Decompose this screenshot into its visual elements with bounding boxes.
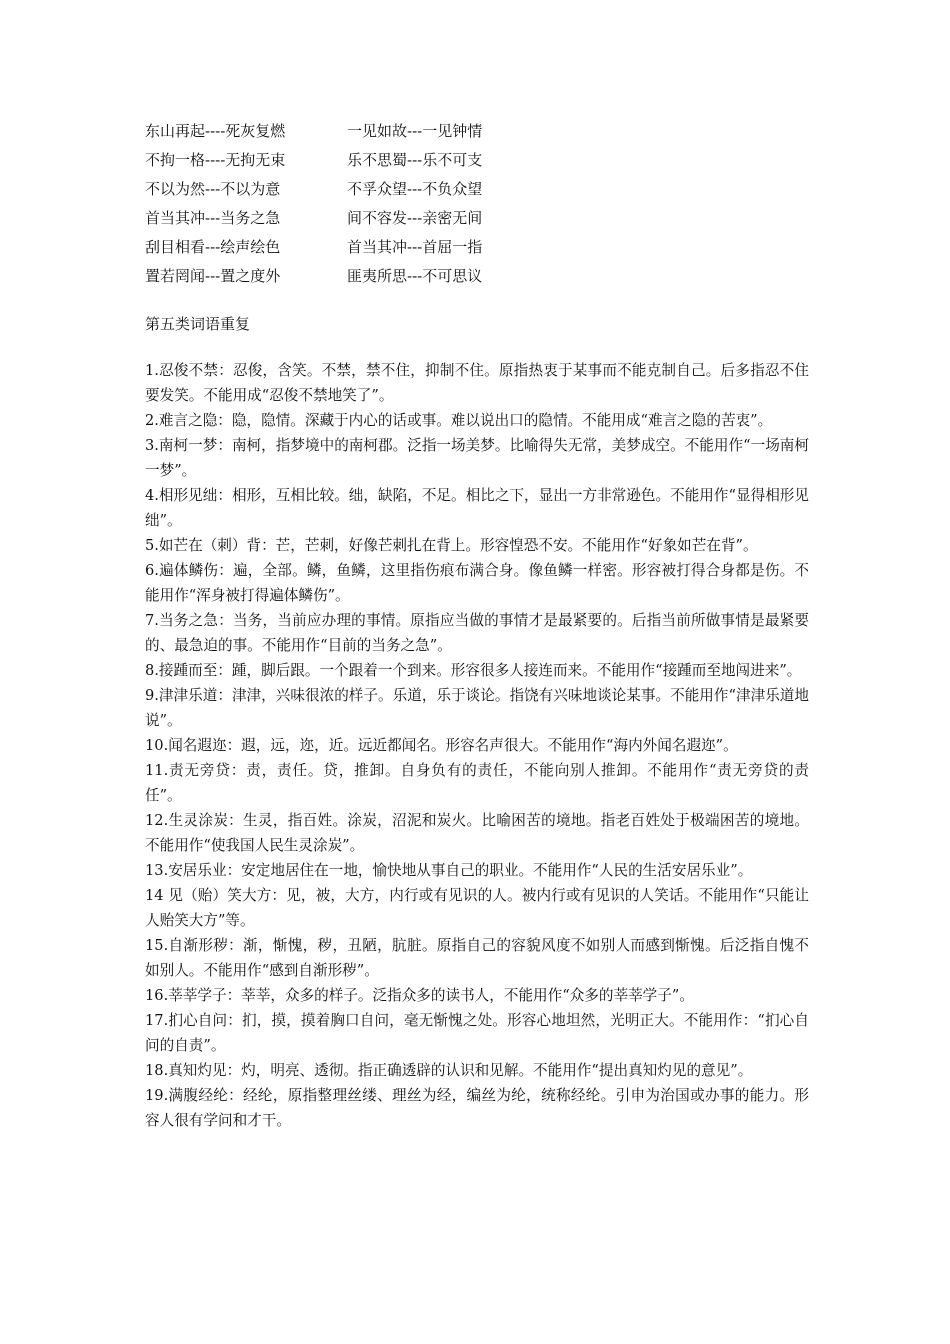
idiom-entry: 17.扪心自问：扪，摸，摸着胸口自问，毫无惭愧之处。形容心地坦然，光明正大。不能用作：“扪心自问的自责”。 [145, 1012, 809, 1054]
section-title: 第五类词语重复 [145, 315, 251, 333]
idiom-entry: 5.如芒在（刺）背：芒，芒刺，好像芒刺扎在背上。形容惶恐不安。不能用作“好象如芒在背”。 [145, 537, 758, 554]
idiom-entry: 11.责无旁贷：责，责任。贷，推卸。自身负有的责任，不能向别人推卸。不能用作“责无旁贷的责任”。 [145, 762, 809, 804]
idiom-pair-left: 不拘一格----无拘无束 [145, 151, 286, 169]
idiom-pair-row [145, 179, 565, 208]
idiom-entry: 3.南柯一梦：南柯，指梦境中的南柯郡。泛指一场美梦。比喻得失无常，美梦成空。不能用作“一场南柯一梦”。 [145, 437, 809, 479]
idiom-entry: 12.生灵涂炭：生灵，指百姓。涂炭，沼泥和炭火。比喻困苦的境地。指老百姓处于极端困苦的境地。不能用作“使我国人民生灵涂炭”。 [145, 812, 809, 854]
idiom-entry: 9.津津乐道：津津，兴味很浓的样子。乐道，乐于谈论。指饶有兴味地谈论某事。不能用作“津津乐道地说”。 [145, 687, 809, 729]
idiom-pair-left: 首当其冲---当务之急 [145, 209, 281, 227]
idiom-pair-row [145, 150, 565, 179]
idiom-pair-left: 置若罔闻---置之度外 [145, 267, 281, 285]
idiom-pair-right: 不孚众望---不负众望 [347, 180, 483, 198]
idiom-entry: 4.相形见绌：相形，互相比较。绌，缺陷，不足。相比之下，显出一方非常逊色。不能用作“显得相形见绌”。 [145, 487, 809, 529]
idiom-entry: 16.莘莘学子：莘莘，众多的样子。泛指众多的读书人，不能用作“众多的莘莘学子”。 [145, 987, 694, 1004]
idiom-entry: 13.安居乐业：安定地居住在一地，愉快地从事自己的职业。不能用作“人民的生活安居乐业”。 [145, 862, 753, 879]
idiom-entry: 19.满腹经纶：经纶，原指整理丝缕、理丝为经，编丝为纶，统称经纶。引申为治国或办事的能力。形容人很有学问和才干。 [145, 1087, 809, 1129]
idiom-entry: 8.接踵而至：踵，脚后跟。一个跟着一个到来。形容很多人接连而来。不能用作“接踵而至地闯进来”。 [145, 662, 802, 679]
idiom-pair-left: 不以为然---不以为意 [145, 180, 281, 198]
idiom-pair-right: 首当其冲---首屈一指 [347, 238, 483, 256]
idiom-entry: 2.难言之隐：隐，隐情。深藏于内心的话或事。难以说出口的隐情。不能用成“难言之隐的苦衷”。 [145, 412, 773, 429]
idiom-pair-right: 乐不思蜀---乐不可支 [347, 151, 483, 169]
idiom-entry: 7.当务之急：当务，当前应办理的事情。原指应当做的事情才是最紧要的。后指当前所做事情是最紧要的、最急迫的事。不能用作“目前的当务之急”。 [145, 612, 809, 654]
idiom-entry: 1.忍俊不禁：忍俊，含笑。不禁，禁不住，抑制不住。原指热衷于某事而不能克制自己。后多指忍不住要发笑。不能用成“忍俊不禁地笑了”。 [145, 362, 809, 404]
idiom-pair-right: 一见如故---一见钟情 [347, 122, 483, 140]
idiom-entries-list [145, 358, 809, 1133]
idiom-entry: 14 见（贻）笑大方：见，被，大方，内行或有见识的人。被内行或有见识的人笑话。不能用作“只能让人贻笑大方”等。 [145, 887, 809, 929]
idiom-entry: 18.真知灼见：灼，明亮、透彻。指正确透辟的认识和见解。不能用作“提出真知灼见的意见”。 [145, 1062, 753, 1079]
idiom-pair-row [145, 208, 565, 237]
idiom-pair-row [145, 266, 565, 295]
idiom-entry: 6.遍体鳞伤：遍，全部。鳞，鱼鳞，这里指伤痕布满合身。像鱼鳞一样密。形容被打得合身都是伤。不能用作“浑身被打得遍体鳞伤”。 [145, 562, 809, 604]
idiom-pair-left: 东山再起----死灰复燃 [145, 122, 286, 140]
idiom-pair-left: 刮目相看---绘声绘色 [145, 238, 281, 256]
idiom-pair-row [145, 121, 565, 150]
idiom-entry: 10.闻名遐迩：遐，远，迩，近。远近都闻名。形容名声很大。不能用作“海内外闻名遐迩”。 [145, 737, 738, 754]
idiom-entry: 15.自渐形秽：渐，惭愧，秽，丑陋，肮脏。原指自己的容貌风度不如别人而感到惭愧。后泛指自愧不如别人。不能用作“感到自渐形秽”。 [145, 937, 809, 979]
idiom-pairs-list [145, 121, 565, 295]
idiom-pair-right: 匪夷所思---不可思议 [347, 267, 483, 285]
idiom-pair-row [145, 237, 565, 266]
idiom-pair-right: 间不容发---亲密无间 [347, 209, 483, 227]
